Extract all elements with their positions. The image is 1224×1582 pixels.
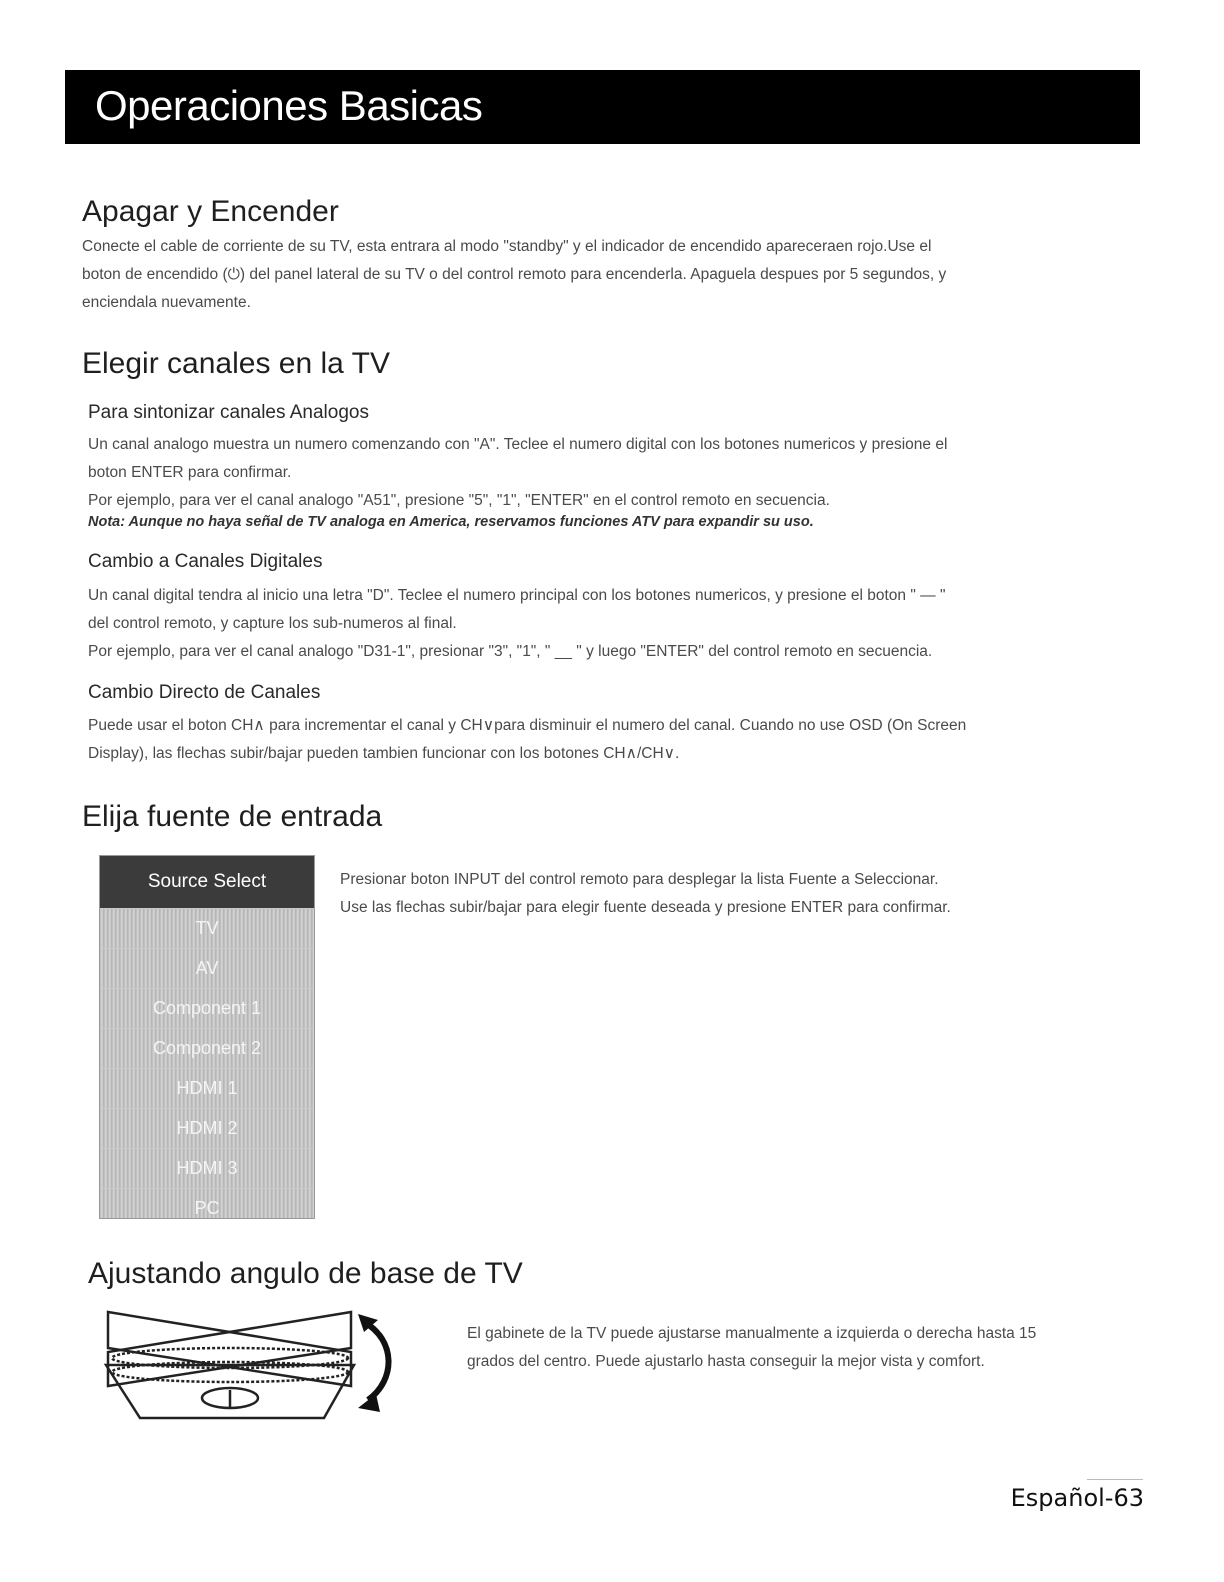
source-item-hdmi-2: HDMI 2 <box>100 1108 314 1148</box>
source-item-component-1: Component 1 <box>100 988 314 1028</box>
title-banner <box>65 70 1140 144</box>
source-item-tv: TV <box>100 908 314 948</box>
direct-line-1: Puede usar el boton CH∧ para incrementar el canal y CH∨para disminuir el numero del canal. Cuando no use OSD (On Screen <box>88 717 967 734</box>
section-power-title: Apagar y Encender <box>82 195 339 228</box>
footer-rule <box>1087 1479 1143 1480</box>
input-text <box>340 866 951 922</box>
analog-text <box>88 431 947 515</box>
input-line-2: Use las flechas subir/bajar para elegir fuente deseada y presione ENTER para confirmar. <box>340 899 951 916</box>
digital-line-1: Un canal digital tendra al inicio una letra "D". Teclee el numero principal con los botones numericos, y presione el boton " — " <box>88 587 946 604</box>
section-channels-title: Elegir canales en la TV <box>82 347 390 380</box>
analog-line-3: Por ejemplo, para ver el canal analogo "A51", presione "5", "1", "ENTER" en el control remoto en secuencia. <box>88 492 830 509</box>
input-line-1: Presionar boton INPUT del control remoto para desplegar la lista Fuente a Seleccionar. <box>340 871 939 888</box>
direct-title: Cambio Directo de Canales <box>88 682 321 703</box>
digital-line-2: del control remoto, y capture los sub-numeros al final. <box>88 615 457 632</box>
power-line-1: Conecte el cable de corriente de su TV, esta entrara al modo "standby" y el indicador de encendido apareceraen rojo.Use el <box>82 238 932 255</box>
page-title: Operaciones Basicas <box>95 82 483 129</box>
source-item-av: AV <box>100 948 314 988</box>
tv-swivel-illustration <box>96 1300 406 1425</box>
direct-line-2: Display), las flechas subir/bajar pueden tambien funcionar con los botones CH∧/CH∨. <box>88 745 680 762</box>
source-item-component-2: Component 2 <box>100 1028 314 1068</box>
analog-line-2: boton ENTER para confirmar. <box>88 464 292 481</box>
stand-line-1: El gabinete de la TV puede ajustarse manualmente a izquierda o derecha hasta 15 <box>467 1325 1037 1342</box>
source-item-hdmi-3: HDMI 3 <box>100 1148 314 1188</box>
section-input-title: Elija fuente de entrada <box>82 800 383 833</box>
power-line-3: enciendala nuevamente. <box>82 294 251 311</box>
source-item-pc: PC <box>100 1188 314 1228</box>
page-number: Español-63 <box>1010 1484 1144 1512</box>
digital-text <box>88 582 945 666</box>
source-item-hdmi-1: HDMI 1 <box>100 1068 314 1108</box>
source-select-menu <box>99 855 315 1219</box>
source-select-header: Source Select <box>100 856 314 908</box>
digital-line-3: Por ejemplo, para ver el canal analogo "D31-1", presionar "3", "1", " __ " y luego "ENTER" del control remoto en secuencia. <box>88 643 933 660</box>
power-line-2: boton de encendido (⏻) del panel lateral de su TV o del control remoto para encenderla. Apaguela despues por 5 segundos, y <box>82 266 947 283</box>
direct-text <box>88 712 966 768</box>
rotation-arrow-icon <box>358 1314 389 1412</box>
section-stand-title: Ajustando angulo de base de TV <box>88 1257 523 1290</box>
analog-title: Para sintonizar canales Analogos <box>88 402 369 423</box>
analog-line-1: Un canal analogo muestra un numero comenzando con "A". Teclee el numero digital con los botones numericos y presione el <box>88 436 948 453</box>
analog-note: Nota: Aunque no haya señal de TV analoga en America, reservamos funciones ATV para expandir su uso. <box>88 514 814 530</box>
stand-text <box>467 1320 1036 1376</box>
stand-line-2: grados del centro. Puede ajustarlo hasta conseguir la mejor vista y comfort. <box>467 1353 985 1370</box>
power-text <box>82 233 946 317</box>
digital-title: Cambio a Canales Digitales <box>88 551 323 572</box>
